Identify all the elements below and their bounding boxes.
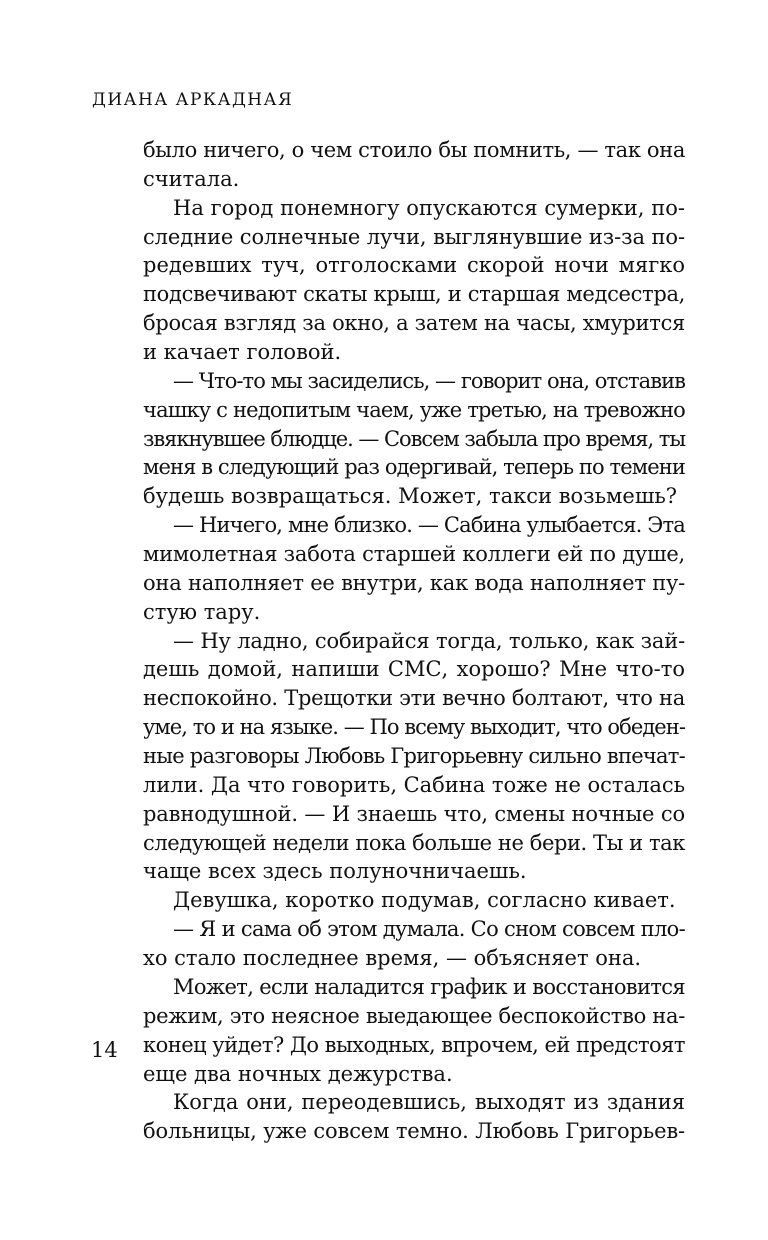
text-line: конец уйдет? До выходных, впрочем, ей предстоят [143,1032,685,1057]
text-line: равнодушной. — И знаешь что, смены ночные со [143,801,685,826]
text-line: мимолетная забота старшей коллеги ей по душе, [143,542,685,567]
text-line: режим, это неясное выедающее беспокойство на- [143,1003,685,1028]
text-line: будешь возвращаться. Может, такси возьмешь? [143,484,678,509]
text-line: считала. [143,166,240,191]
text-line: бросая взгляд за окно, а затем на часы, хмурится [143,311,685,336]
text-line: — Ничего, мне близко. — Сабина улыбается. Эта [173,513,685,538]
text-line: стую тару. [143,599,261,624]
page-number: 14 [91,1038,118,1062]
text-line: и качает головой. [143,340,342,365]
text-line: — Ну ладно, собирайся тогда, только, как зай- [173,628,685,653]
text-line: уме, то и на языке. — По всему выходит, что обеден- [143,715,685,740]
text-line: На город понемногу опускаются сумерки, по- [173,195,685,220]
text-line: меня в следующий раз одергивай, теперь по темени [143,455,685,480]
text-line: звякнувшее блюдце. — Совсем забыла про время, ты [143,426,685,451]
text-line: подсвечивают скаты крыш, и старшая медсестра, [143,282,685,307]
text-line: хо стало последнее время, — объясняет она. [143,946,642,971]
text-line: чашку с недопитым чаем, уже третью, на тревожно [143,397,685,422]
text-line: она наполняет ее внутри, как вода наполняет пу- [143,570,685,595]
running-head: ДИАНА АРКАДНАЯ [92,90,294,110]
text-line: Девушка, коротко подумав, согласно кивает. [173,888,676,913]
text-line: следние солнечные лучи, выглянувшие из-за по- [143,224,685,249]
text-line: было ничего, о чем стоило бы помнить, — так она [143,138,685,162]
text-line: лили. Да что говорить, Сабина тоже не осталась [143,772,685,797]
text-line: следующей недели пока больше не бери. Ты и так [143,830,685,855]
text-line: неспокойно. Трещотки эти вечно болтают, что на [143,686,685,711]
text-line: — Что-то мы засиделись, — говорит она, отставив [173,368,685,393]
text-line: дешь домой, напиши СМС, хорошо? Мне что-то [143,657,685,682]
text-line: еще два ночных дежурства. [143,1061,453,1086]
text-line: чаще всех здесь полуночничаешь. [143,859,527,884]
text-line: редевших туч, отголосками скорой ночи мягко [143,253,685,278]
text-line: — Я и сама об этом думала. Со сном совсем пло- [173,917,685,942]
body-text [143,136,685,1146]
text-line: Когда они, переодевшись, выходят из здания [173,1090,685,1115]
text-line: ные разговоры Любовь Григорьевну сильно впечат- [143,744,685,769]
text-line: больницы, уже совсем темно. Любовь Григорьев- [143,1119,685,1144]
text-line: Может, если наладится график и восстановится [173,974,685,999]
